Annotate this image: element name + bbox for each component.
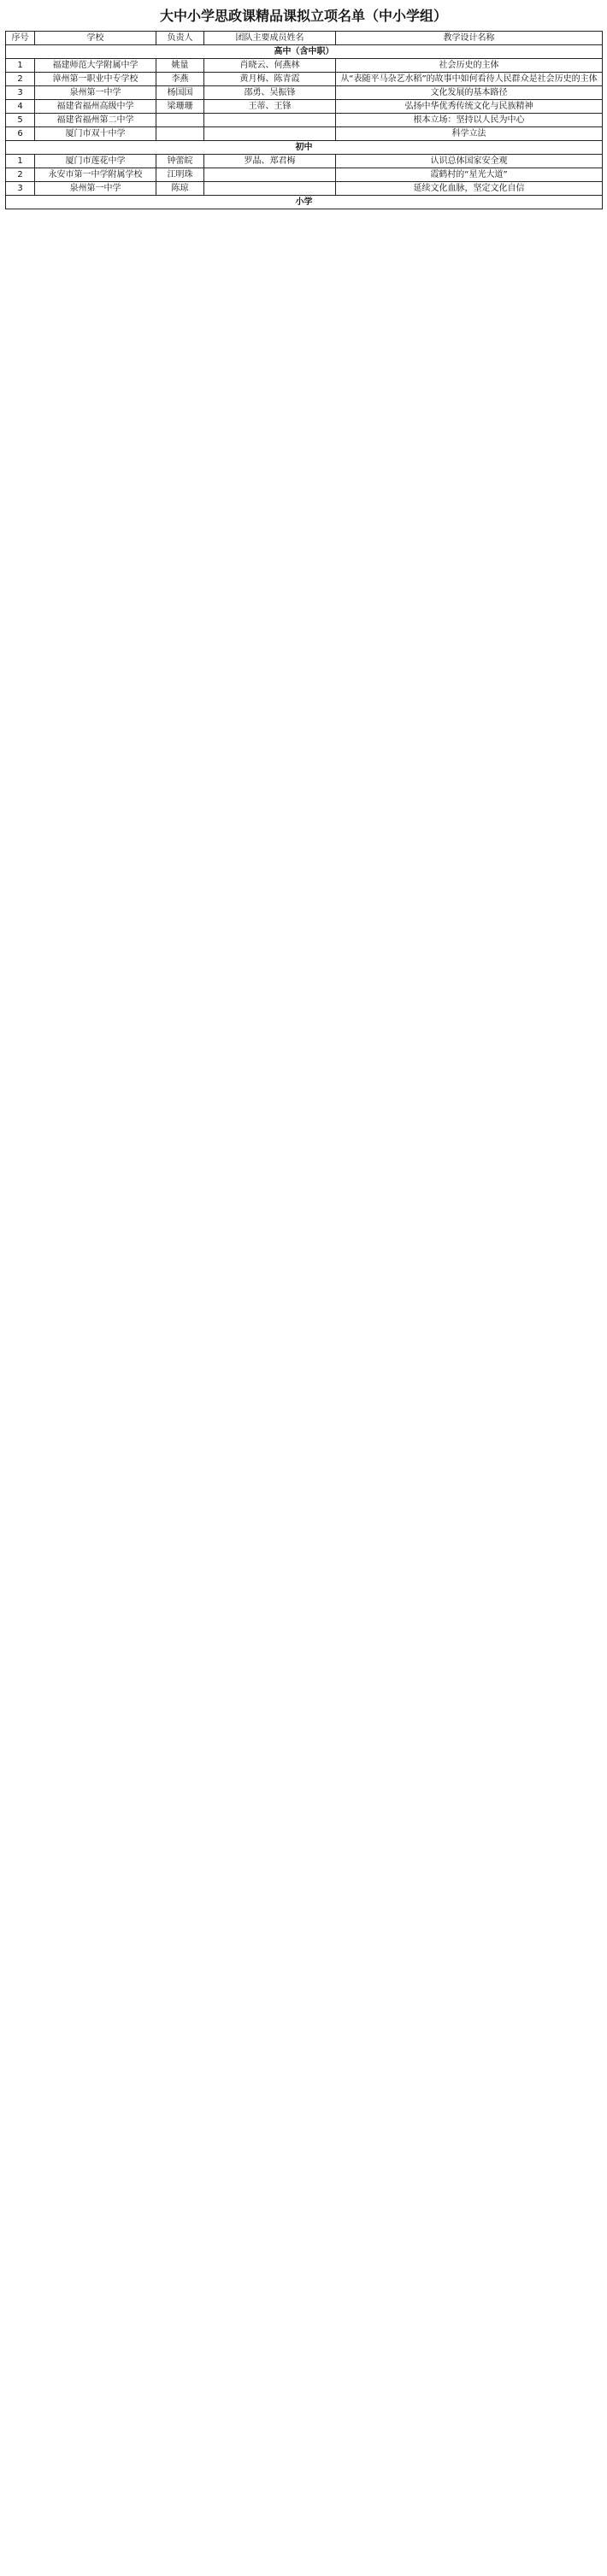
section-row bbox=[6, 141, 603, 155]
cell-school: 福建省福州高级中学 bbox=[35, 100, 156, 114]
cell-school: 永安市第一中学附属学校 bbox=[35, 168, 156, 182]
header-design-title: 教学设计名称 bbox=[336, 32, 603, 45]
cell-person-in-charge: 姚量 bbox=[156, 59, 204, 73]
cell-design-title: 弘扬中华优秀传统文化与民族精神 bbox=[336, 100, 603, 114]
table-body bbox=[6, 45, 603, 209]
document-title: 大中小学思政课精品课拟立项名单（中小学组） bbox=[159, 8, 447, 24]
section-label: 高中（含中职） bbox=[6, 45, 603, 59]
table-header bbox=[6, 32, 603, 45]
cell-number: 2 bbox=[6, 73, 35, 86]
header-row bbox=[6, 32, 603, 45]
cell-team-members bbox=[204, 168, 336, 182]
header-school: 学校 bbox=[35, 32, 156, 45]
cell-team-members: 肖晓云、何燕林 bbox=[204, 59, 336, 73]
cell-number: 3 bbox=[6, 86, 35, 100]
cell-person-in-charge: 杨国国 bbox=[156, 86, 204, 100]
cell-team-members: 黄月梅、陈青霞 bbox=[204, 73, 336, 86]
cell-person-in-charge bbox=[156, 127, 204, 141]
cell-person-in-charge: 梁珊珊 bbox=[156, 100, 204, 114]
cell-school: 厦门市莲花中学 bbox=[35, 155, 156, 168]
cell-school: 漳州第一职业中专学校 bbox=[35, 73, 156, 86]
cell-number: 3 bbox=[6, 182, 35, 196]
section-label: 小学 bbox=[6, 196, 603, 209]
table-row bbox=[6, 155, 603, 168]
cell-design-title: 认识总体国家安全观 bbox=[336, 155, 603, 168]
cell-school: 泉州第一中学 bbox=[35, 182, 156, 196]
cell-number: 6 bbox=[6, 127, 35, 141]
cell-number: 1 bbox=[6, 59, 35, 73]
cell-design-title: 延续文化血脉，坚定文化自信 bbox=[336, 182, 603, 196]
cell-school: 厦门市双十中学 bbox=[35, 127, 156, 141]
cell-person-in-charge: 钟蕾皖 bbox=[156, 155, 204, 168]
cell-person-in-charge: 陈琼 bbox=[156, 182, 204, 196]
table-row bbox=[6, 182, 603, 196]
cell-person-in-charge: 江明珠 bbox=[156, 168, 204, 182]
header-person-in-charge: 负责人 bbox=[156, 32, 204, 45]
table-row bbox=[6, 86, 603, 100]
cell-team-members: 王蒂、王锋 bbox=[204, 100, 336, 114]
table-row bbox=[6, 100, 603, 114]
table-row bbox=[6, 127, 603, 141]
page bbox=[0, 0, 607, 220]
cell-design-title: 霞鹤村的“星光大道” bbox=[336, 168, 603, 182]
award-list-table bbox=[5, 31, 603, 209]
section-row bbox=[6, 196, 603, 209]
header-team-members: 团队主要成员姓名 bbox=[204, 32, 336, 45]
cell-design-title: 根本立场：坚持以人民为中心 bbox=[336, 114, 603, 127]
cell-design-title: 社会历史的主体 bbox=[336, 59, 603, 73]
cell-design-title: 科学立法 bbox=[336, 127, 603, 141]
cell-team-members bbox=[204, 127, 336, 141]
cell-school: 福建师范大学附属中学 bbox=[35, 59, 156, 73]
table-row bbox=[6, 168, 603, 182]
cell-team-members bbox=[204, 182, 336, 196]
cell-person-in-charge bbox=[156, 114, 204, 127]
cell-person-in-charge: 李燕 bbox=[156, 73, 204, 86]
table-row bbox=[6, 114, 603, 127]
cell-number: 5 bbox=[6, 114, 35, 127]
table-row bbox=[6, 59, 603, 73]
cell-team-members: 罗晶、郑君梅 bbox=[204, 155, 336, 168]
section-label: 初中 bbox=[6, 141, 603, 155]
cell-team-members: 邵勇、吴振锋 bbox=[204, 86, 336, 100]
cell-design-title: 文化发展的基本路径 bbox=[336, 86, 603, 100]
cell-design-title: 从“表随平马杂艺水稻”的故事中如何看待人民群众是社会历史的主体 bbox=[336, 73, 603, 86]
cell-team-members bbox=[204, 114, 336, 127]
section-row bbox=[6, 45, 603, 59]
cell-number: 2 bbox=[6, 168, 35, 182]
cell-school: 福建省福州第二中学 bbox=[35, 114, 156, 127]
cell-number: 1 bbox=[6, 155, 35, 168]
header-number: 序号 bbox=[6, 32, 35, 45]
cell-number: 4 bbox=[6, 100, 35, 114]
table-row bbox=[6, 73, 603, 86]
cell-school: 泉州第一中学 bbox=[35, 86, 156, 100]
